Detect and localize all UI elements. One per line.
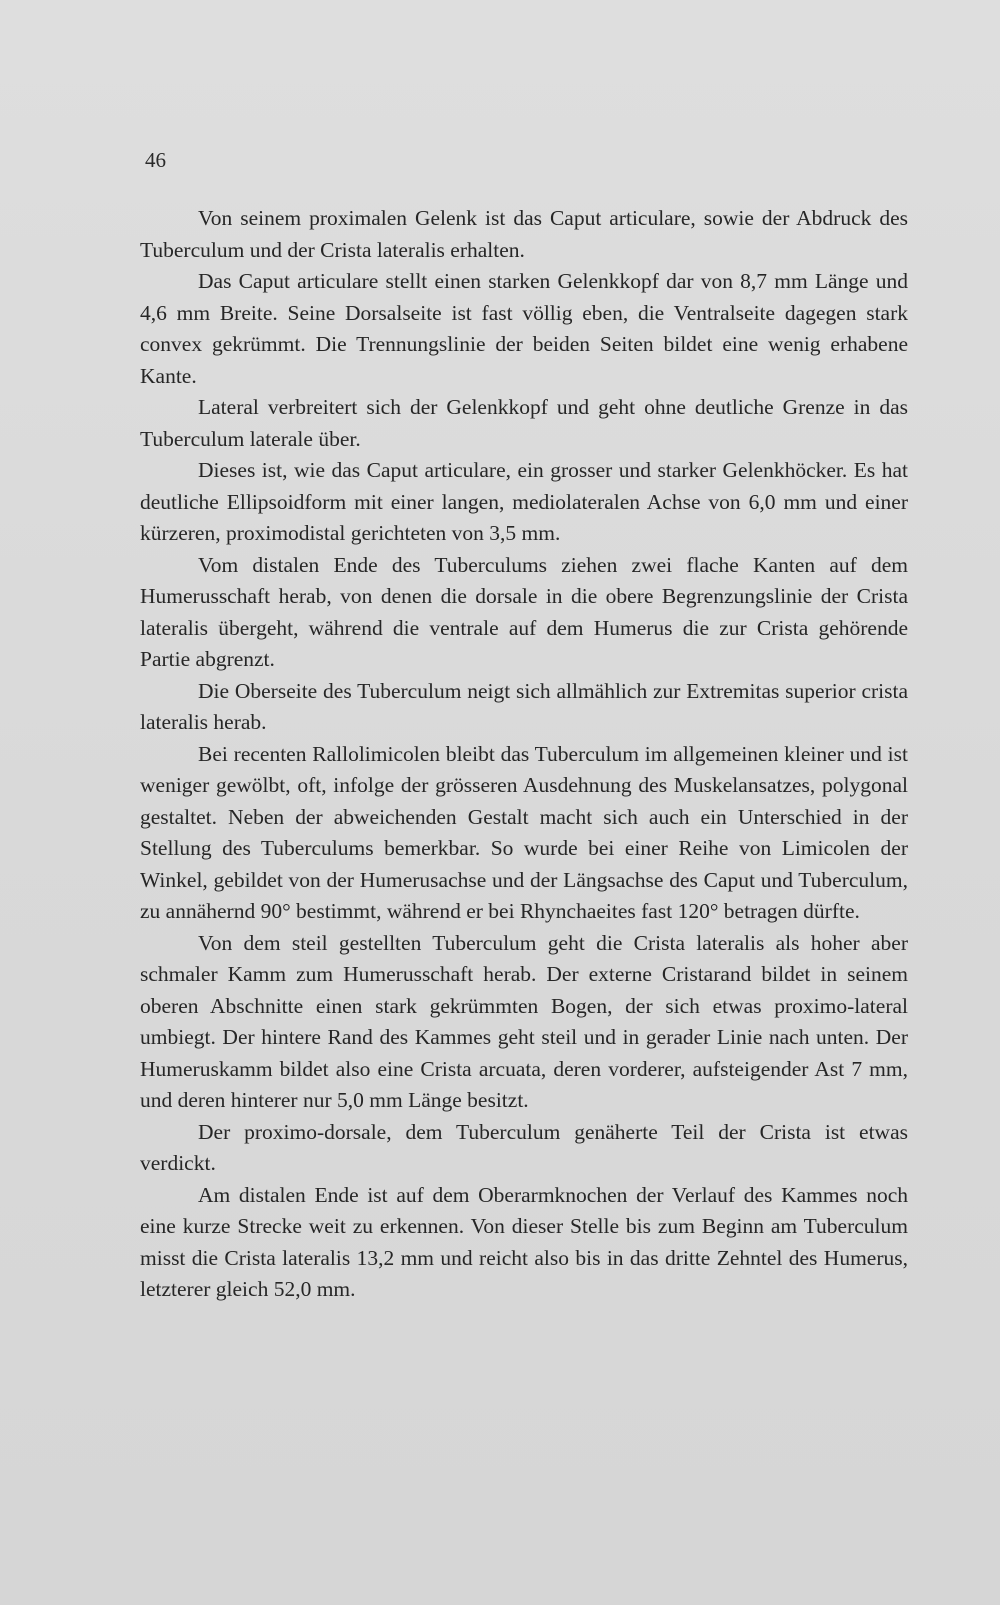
paragraph-2: Das Caput articulare stellt einen starken Gelenkkopf dar von 8,7 mm Länge und 4,6 mm Breite. Seine Dorsalseite ist fast völlig eben, die Ventralseite dagegen stark convex gekrümmt. Die Trennungslinie der beiden Seiten bildet eine wenig erhabene Kante. xyxy=(140,269,908,388)
paragraph-8: Von dem steil gestellten Tuberculum geht die Crista lateralis als hoher aber schmaler Kamm zum Humerusschaft herab. Der externe Cristarand bildet in seinem oberen Abschnitte einen stark gekrümmten Bogen, der sich etwas proximo-lateral umbiegt. Der hintere Rand des Kammes geht steil und in gerader Linie nach unten. Der Humeruskamm bildet also eine Crista arcuata, deren vorderer, aufsteigender Ast 7 mm, und deren hinterer nur 5,0 mm Länge besitzt. xyxy=(140,930,908,1112)
body-text xyxy=(140,203,908,1306)
page-number: 46 xyxy=(145,148,166,172)
paragraph-3: Lateral verbreitert sich der Gelenkkopf und geht ohne deutliche Grenze in das Tuberculum laterale über. xyxy=(140,395,908,451)
paragraph-5: Vom distalen Ende des Tuberculums ziehen zwei flache Kanten auf dem Humerusschaft herab, von denen die dorsale in die obere Begrenzungslinie der Crista lateralis übergeht, während die ventrale auf dem Humerus die zur Crista gehörende Partie abgrenzt. xyxy=(140,552,908,671)
paragraph-4: Dieses ist, wie das Caput articulare, ein grosser und starker Gelenkhöcker. Es hat deutliche Ellipsoidform mit einer langen, mediolateralen Achse von 6,0 mm und einer kürzeren, proximodistal gerichteten von 3,5 mm. xyxy=(140,458,908,545)
paragraph-6: Die Oberseite des Tuberculum neigt sich allmählich zur Extremitas superior crista lateralis herab. xyxy=(140,678,908,734)
paragraph-9: Der proximo-dorsale, dem Tuberculum genäherte Teil der Crista ist etwas verdickt. xyxy=(140,1119,908,1175)
paragraph-1: Von seinem proximalen Gelenk ist das Caput articulare, sowie der Abdruck des Tuberculum und der Crista lateralis erhalten. xyxy=(140,206,908,262)
paragraph-7: Bei recenten Rallolimicolen bleibt das Tuberculum im allgemeinen kleiner und ist weniger gewölbt, oft, infolge der grösseren Ausdehnung des Muskelansatzes, polygonal gestaltet. Neben der abweichenden Gestalt macht sich auch ein Unterschied in der Stellung des Tuberculums bemerkbar. So wurde bei einer Reihe von Limicolen der Winkel, gebildet von der Humerusachse und der Längsachse des Caput und Tuberculum, zu annähernd 90° bestimmt, während er bei Rhynchaeites fast 120° betragen dürfte. xyxy=(140,741,908,923)
paragraph-10: Am distalen Ende ist auf dem Oberarmknochen der Verlauf des Kammes noch eine kurze Strecke weit zu erkennen. Von dieser Stelle bis zum Beginn am Tuberculum misst die Crista lateralis 13,2 mm und reicht also bis in das dritte Zehntel des Humerus, letzterer gleich 52,0 mm. xyxy=(140,1182,908,1301)
